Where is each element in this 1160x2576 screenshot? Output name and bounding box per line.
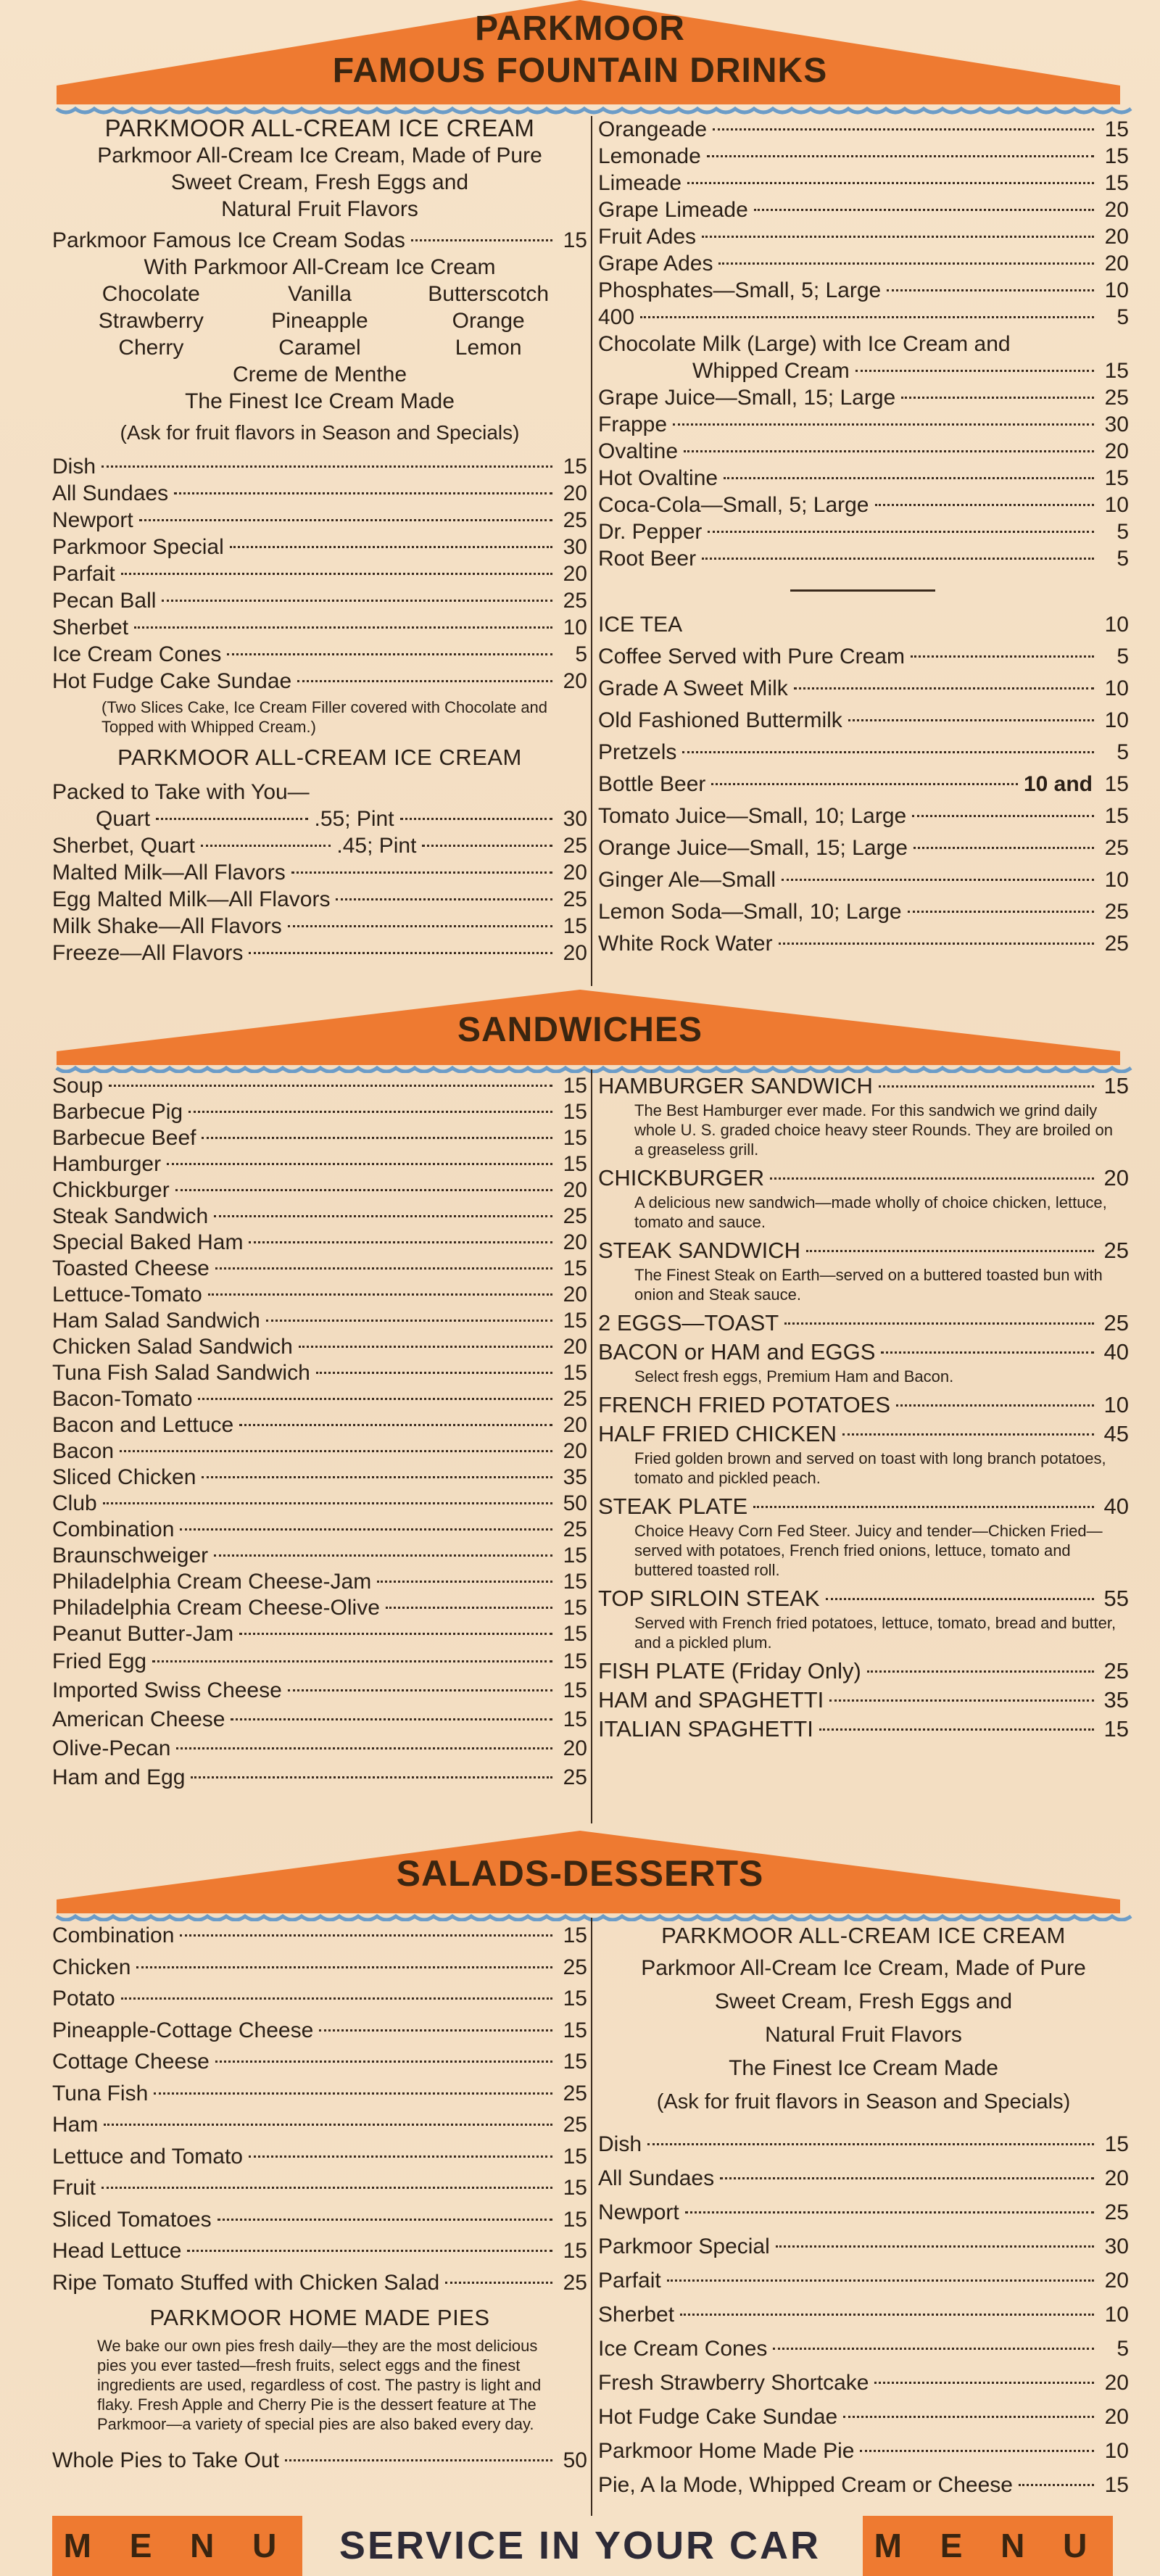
pies-text: We bake our own pies fresh daily—they are the most delicious pies you ever tasted—fresh fruits, select eggs and the finest ingredients are used, regardless of cost. The pastry is light and flaky. Fresh Apple and Cherry Pie is the dessert feature at The Parkmoor—a variety of special pies are also baked every day.	[97, 2337, 542, 2433]
menu-item	[52, 1491, 587, 1517]
menu-item	[52, 1099, 587, 1125]
item-name: Barbecue Beef	[52, 1126, 196, 1150]
menu-item: ICE TEA 10	[598, 613, 1129, 637]
item-price: 15	[563, 1707, 587, 1731]
item-price: 20	[1103, 1165, 1129, 1190]
item-price: 15	[563, 1544, 587, 1567]
item-price: 20	[1104, 2269, 1129, 2293]
item-name: Hot Fudge Cake Sundae	[598, 2405, 838, 2429]
flavor: Cherry	[118, 336, 184, 360]
item-price: 15	[563, 1152, 587, 1176]
intro-line: Sweet Cream, Fresh Eggs and	[170, 170, 469, 194]
item-description: The Finest Steak on Earth—served on a buttered toasted bun with onion and Steak sauce.	[634, 1266, 1103, 1304]
sandwich-list	[52, 1073, 587, 1792]
item-name: Fried Egg	[52, 1649, 147, 1673]
menu-item	[52, 2141, 587, 2173]
item-name: TOP SIRLOIN STEAK	[598, 1586, 820, 1611]
footer-bar	[0, 2516, 1160, 2576]
item-price: 25	[1103, 1310, 1129, 1335]
item-name: Chicken	[52, 1955, 131, 1979]
item-name: Potato	[52, 1987, 115, 2010]
menu-item	[52, 227, 587, 254]
banner-title: SANDWICHES	[457, 1011, 703, 1049]
item-name: Ham Salad Sandwich	[52, 1309, 260, 1333]
menu-item	[598, 2400, 1129, 2434]
menu-item	[598, 2161, 1129, 2195]
menu-item	[52, 1734, 587, 1763]
column-divider	[591, 1918, 592, 2516]
item-price: 45	[1103, 1421, 1129, 1446]
menu-item: Orangeade 15	[598, 117, 1129, 141]
menu-item	[52, 1952, 587, 1984]
menu-item: Freeze—All Flavors 20	[52, 941, 587, 965]
item-name: Ham and Egg	[52, 1765, 186, 1789]
menu-item	[52, 1125, 587, 1151]
item-name: Imported Swiss Cheese	[52, 1678, 282, 1702]
item-price: 20	[1104, 2405, 1129, 2429]
menu-item	[52, 1705, 587, 1734]
menu-item	[598, 2332, 1129, 2366]
item-name: BACON or HAM and EGGS	[598, 1339, 876, 1364]
item-name: Barbecue Pig	[52, 1100, 183, 1124]
item-price: 15	[563, 2239, 587, 2263]
item-name: Parkmoor Home Made Pie	[598, 2439, 855, 2463]
menu-item	[598, 1309, 1129, 1338]
menu-item: Coca-Cola—Small, 5; Large 10	[598, 493, 1129, 517]
menu-item	[598, 2298, 1129, 2332]
service-text: SERVICE IN YOUR CAR	[339, 2524, 821, 2567]
menu-item	[52, 1151, 587, 1177]
item-price: 15	[563, 2144, 587, 2169]
menu-item	[52, 1517, 587, 1543]
item-price: 30	[1104, 2235, 1129, 2258]
item-name: Parkmoor Famous Ice Cream Sodas	[52, 228, 405, 252]
item-name: Philadelphia Cream Cheese-Olive	[52, 1596, 380, 1620]
menu-item: Sherbet, Quart .45; Pint 25	[52, 834, 588, 858]
flavor: Chocolate	[102, 282, 200, 306]
menu-item: Ovaltine 20	[598, 439, 1129, 463]
item-price: 20	[563, 1439, 587, 1463]
item-price: 25	[563, 1204, 587, 1228]
item-name: Chicken Salad Sandwich	[52, 1335, 293, 1359]
menu-item	[598, 1338, 1129, 1367]
item-price: 25	[563, 1955, 587, 1979]
menu-item	[52, 1230, 587, 1256]
menu-item: Dish 15	[52, 455, 587, 479]
menu-item: Parfait 20	[52, 562, 587, 586]
menu-item	[52, 2015, 587, 2047]
item-name: Toasted Cheese	[52, 1256, 210, 1280]
item-name: Ripe Tomato Stuffed with Chicken Salad	[52, 2270, 440, 2295]
item-price: 15	[563, 1987, 587, 2010]
menu-item: Frappe 30	[598, 413, 1129, 436]
finest-line: The Finest Ice Cream Made	[185, 389, 455, 413]
menu-item: Hot Fudge Cake Sundae 20	[52, 669, 587, 693]
item-price: 35	[1103, 1687, 1129, 1712]
menu-item: Parkmoor Special 30	[52, 535, 587, 559]
item-name: Combination	[52, 1923, 175, 1947]
menu-item	[52, 1282, 587, 1308]
item-price: 25	[563, 1387, 587, 1411]
menu-item	[598, 1715, 1129, 1744]
item-price: 20	[1104, 2166, 1129, 2190]
item-name: Combination	[52, 1517, 175, 1541]
with-line: With Parkmoor All-Cream Ice Cream	[144, 255, 496, 279]
item-name: CHICKBURGER	[598, 1165, 765, 1190]
item-price: 15	[563, 2050, 587, 2074]
item-name: Peanut Butter-Jam	[52, 1622, 234, 1646]
menu-item	[52, 1073, 587, 1099]
item-description: The Best Hamburger ever made. For this sandwich we grind daily whole U. S. graded choice heavy steer Rounds. They are broiled on a greaseless grill.	[634, 1101, 1113, 1159]
item-price: 15	[563, 1126, 587, 1150]
item-name: Sliced Tomatoes	[52, 2207, 212, 2232]
item-price: 25	[563, 1765, 587, 1789]
menu-item	[598, 1072, 1129, 1101]
packed-line: Packed to Take with You—	[52, 780, 310, 804]
flavor: Vanilla	[288, 282, 352, 306]
ice-cream-heading-2: PARKMOOR ALL-CREAM ICE CREAM	[117, 745, 522, 770]
item-price: 15	[563, 228, 587, 252]
item-price: 35	[563, 1465, 587, 1489]
menu-item	[52, 1308, 587, 1334]
drinks-column	[598, 116, 1129, 960]
item-name: Hamburger	[52, 1152, 162, 1176]
menu-item	[52, 1983, 587, 2015]
menu-item	[52, 1386, 587, 1412]
item-name: All Sundaes	[598, 2166, 715, 2190]
menu-item: 400 5	[598, 305, 1129, 329]
item-description: Served with French fried potatoes, lettuce, tomato, bread and butter, and a pickled plum.	[634, 1614, 1116, 1652]
menu-item: Grape Ades 20	[598, 252, 1129, 276]
item-price: 15	[563, 1309, 587, 1333]
item-price: 15	[563, 2207, 587, 2232]
flavor: Butterscotch	[428, 282, 550, 306]
item-name: Chickburger	[52, 1178, 170, 1202]
menu-item	[52, 1256, 587, 1282]
ice-cream-desserts-column	[598, 1920, 1129, 2502]
menu-item: Fruit Ades 20	[598, 225, 1129, 249]
menu-item	[52, 1465, 587, 1491]
menu-item: Whipped Cream 15	[692, 359, 1129, 383]
menu-item: Coffee Served with Pure Cream 5	[598, 645, 1129, 668]
item-price: 15	[563, 2018, 587, 2042]
item-price: 20	[563, 1178, 587, 1202]
item-name: Tuna Fish	[52, 2081, 149, 2105]
ice-cream-heading: PARKMOOR ALL-CREAM ICE CREAM	[104, 115, 535, 141]
creme-line: Creme de Menthe	[232, 363, 407, 386]
item-name: 2 EGGS—TOAST	[598, 1310, 779, 1335]
menu-item	[598, 1236, 1129, 1265]
menu-item	[598, 2229, 1129, 2264]
menu-label-left: M E N U	[52, 2516, 302, 2576]
menu-item	[598, 1492, 1129, 1521]
fountain-drinks-banner	[0, 0, 1160, 116]
menu-item: Dr. Pepper 5	[598, 520, 1129, 544]
item-name: ITALIAN SPAGHETTI	[598, 1716, 813, 1742]
ask-line: (Ask for fruit flavors in Season and Specials)	[120, 421, 520, 444]
item-price: 25	[563, 1517, 587, 1541]
menu-item: Lemon Soda—Small, 10; Large 25	[598, 900, 1129, 924]
menu-item	[598, 2468, 1129, 2502]
menu-item: Ice Cream Cones 5	[52, 642, 587, 666]
item-price: 25	[563, 2270, 587, 2295]
menu-item	[52, 2046, 587, 2078]
intro-line: Sweet Cream, Fresh Eggs and	[714, 1989, 1013, 2013]
item-price: 5	[1116, 2337, 1129, 2361]
item-name: Bacon	[52, 1439, 115, 1463]
item-name: Ice Cream Cones	[598, 2337, 768, 2361]
menu-item	[52, 1360, 587, 1386]
menu-item	[52, 1334, 587, 1360]
item-name: FISH PLATE (Friday Only)	[598, 1658, 861, 1683]
item-price: 15	[563, 1678, 587, 1702]
item-price: 15	[563, 1361, 587, 1385]
banner-title-line1: PARKMOOR	[475, 9, 685, 48]
item-price: 15	[563, 2176, 587, 2200]
flavor: Caramel	[278, 336, 361, 360]
menu-item: Sherbet 10	[52, 616, 587, 639]
menu-item: Newport 25	[52, 508, 587, 532]
menu-item: Root Beer 5	[598, 547, 1129, 571]
item-name: Bacon-Tomato	[52, 1387, 193, 1411]
item-description: Choice Heavy Corn Fed Steer. Juicy and tender—Chicken Fried—served with potatoes, French fried onions, lettuce, tomato and buttered toasted roll.	[634, 1522, 1103, 1579]
item-price: 15	[1104, 2132, 1129, 2156]
item-name: STEAK SANDWICH	[598, 1238, 801, 1263]
item-price: 10	[1104, 2303, 1129, 2327]
banner-title-line2: FAMOUS FOUNTAIN DRINKS	[332, 51, 828, 90]
item-price: 50	[563, 1491, 587, 1515]
item-name: HAMBURGER SANDWICH	[598, 1073, 873, 1098]
item-price: 10	[1103, 1392, 1129, 1417]
item-price: 20	[563, 1283, 587, 1306]
item-price: 20	[563, 1230, 587, 1254]
item-description: Select fresh eggs, Premium Ham and Bacon.	[634, 1367, 954, 1386]
item-name: Pie, A la Mode, Whipped Cream or Cheese	[598, 2473, 1013, 2497]
item-name: Sherbet	[598, 2303, 675, 2327]
item-price: 15	[563, 1649, 587, 1673]
item-name: Lettuce and Tomato	[52, 2144, 243, 2169]
item-price: 10	[1104, 2439, 1129, 2463]
menu-item	[52, 1177, 587, 1204]
item-price: 25	[563, 2113, 587, 2137]
item-price: 25	[1104, 2200, 1129, 2224]
specialties-list	[598, 1072, 1129, 1744]
menu-item	[598, 2366, 1129, 2400]
item-name: Fresh Strawberry Shortcake	[598, 2371, 869, 2395]
menu-item	[52, 2078, 587, 2110]
intro-line: Parkmoor All-Cream Ice Cream, Made of Pure	[641, 1956, 1086, 1980]
menu-item	[52, 1569, 587, 1595]
menu-item	[598, 1584, 1129, 1613]
menu-item	[52, 1412, 587, 1438]
ask-line: (Ask for fruit flavors in Season and Specials)	[656, 2090, 1071, 2113]
item-name: Parkmoor Special	[598, 2235, 770, 2258]
menu-item: Grape Juice—Small, 15; Large 25	[598, 386, 1129, 410]
menu-item	[52, 1647, 587, 1676]
intro-line: The Finest Ice Cream Made	[729, 2056, 998, 2080]
item-name: Cottage Cheese	[52, 2050, 210, 2074]
item-name: Steak Sandwich	[52, 1204, 209, 1228]
flavor: Strawberry	[98, 309, 204, 333]
item-price: 15	[1103, 1073, 1129, 1098]
item-name: HAM and SPAGHETTI	[598, 1687, 824, 1712]
item-price: 15	[1104, 2473, 1129, 2497]
item-price: 15	[563, 1570, 587, 1594]
menu-item	[52, 2267, 587, 2299]
item-price: 15	[563, 1256, 587, 1280]
pies-heading: PARKMOOR HOME MADE PIES	[149, 2305, 490, 2330]
item-price: 20	[563, 1736, 587, 1760]
item-name: American Cheese	[52, 1707, 225, 1731]
item-name: FRENCH FRIED POTATOES	[598, 1392, 891, 1417]
menu-item	[52, 2109, 587, 2141]
item-name: Olive-Pecan	[52, 1736, 171, 1760]
banner-title: SALADS-DESSERTS	[396, 1853, 764, 1894]
menu-item: Bottle Beer 10 and 15	[598, 772, 1129, 796]
menu-item	[598, 1686, 1129, 1715]
menu-item: Ginger Ale—Small 10	[598, 868, 1129, 892]
item-price: 15	[563, 1622, 587, 1646]
sandwiches-banner	[0, 982, 1160, 1073]
menu-item	[52, 1920, 587, 1952]
item-price: 25	[1103, 1658, 1129, 1683]
separator-rule	[790, 589, 935, 592]
menu-item	[52, 2235, 587, 2267]
column-divider	[591, 1069, 592, 1823]
menu-item	[52, 1763, 587, 1792]
item-name: Parfait	[598, 2269, 661, 2293]
item-name: Club	[52, 1491, 97, 1515]
item-price: 15	[563, 1100, 587, 1124]
item-price: 15	[1103, 1716, 1129, 1742]
flavor: Lemon	[455, 336, 522, 360]
menu-item	[52, 2172, 587, 2204]
item-description: A delicious new sandwich—made wholly of choice chicken, lettuce, tomato and sauce.	[634, 1193, 1107, 1231]
menu-item	[52, 1621, 587, 1647]
menu-item	[598, 1420, 1129, 1449]
flavor-grid	[52, 281, 587, 361]
menu-item: Grade A Sweet Milk 10	[598, 676, 1129, 700]
menu-item	[598, 2434, 1129, 2468]
chocolate-milk-line: Chocolate Milk (Large) with Ice Cream and	[598, 332, 1011, 356]
menu-item	[598, 1657, 1129, 1686]
item-name: Bacon and Lettuce	[52, 1413, 234, 1437]
column-divider	[591, 116, 592, 986]
salads-desserts-banner	[0, 1823, 1160, 1921]
menu-item	[598, 2264, 1129, 2298]
item-price: 20	[563, 1335, 587, 1359]
item-price: 15	[563, 1596, 587, 1620]
menu-item: Milk Shake—All Flavors 15	[52, 914, 587, 938]
intro-line: Natural Fruit Flavors	[221, 197, 418, 221]
menu-item: Quart .55; Pint 30	[96, 807, 588, 831]
menu-item	[598, 1391, 1129, 1420]
item-name: Special Baked Ham	[52, 1230, 244, 1254]
menu-item: Grape Limeade 20	[598, 198, 1129, 222]
menu-item	[52, 1438, 587, 1465]
menu-item	[52, 2204, 587, 2236]
menu-item	[52, 1595, 587, 1621]
menu-item	[598, 2127, 1129, 2161]
item-name: Soup	[52, 1074, 104, 1098]
item-price: 20	[563, 1413, 587, 1437]
menu-item: Pecan Ball 25	[52, 589, 587, 613]
item-name: Sliced Chicken	[52, 1465, 196, 1489]
menu-label-right: M E N U	[863, 2516, 1113, 2576]
item-price: 25	[1103, 1238, 1129, 1263]
item-name: HALF FRIED CHICKEN	[598, 1421, 837, 1446]
item-name: Pineapple-Cottage Cheese	[52, 2018, 314, 2042]
menu-item: Tomato Juice—Small, 10; Large 15	[598, 804, 1129, 828]
menu-item	[598, 2195, 1129, 2229]
menu-item: Pretzels 5	[598, 740, 1129, 764]
item-price: 40	[1103, 1494, 1129, 1519]
menu-item: Lemonade 15	[598, 144, 1129, 168]
menu-item	[52, 1543, 587, 1569]
item-name: Tuna Fish Salad Sandwich	[52, 1361, 310, 1385]
menu-item: All Sundaes 20	[52, 481, 587, 505]
item-name: Ham	[52, 2113, 99, 2137]
menu-item	[598, 1164, 1129, 1193]
menu-item: Phosphates—Small, 5; Large 10	[598, 278, 1129, 302]
item-name: STEAK PLATE	[598, 1494, 748, 1519]
menu-item	[52, 1676, 587, 1705]
item-name: Lettuce-Tomato	[52, 1283, 202, 1306]
item-price: 20	[1104, 2371, 1129, 2395]
menu-item: Whole Pies to Take Out 50	[52, 2448, 587, 2472]
ice-cream-column	[52, 115, 587, 966]
menu-item: White Rock Water 25	[598, 932, 1129, 956]
intro-line: Natural Fruit Flavors	[765, 2023, 962, 2047]
item-name: Braunschweiger	[52, 1544, 209, 1567]
item-name: Philadelphia Cream Cheese-Jam	[52, 1570, 372, 1594]
menu-item: Old Fashioned Buttermilk 10	[598, 708, 1129, 732]
item-description: Fried golden brown and served on toast with long branch potatoes, tomato and pickled peach.	[634, 1449, 1106, 1487]
ice-cream-heading: PARKMOOR ALL-CREAM ICE CREAM	[661, 1923, 1066, 1948]
menu-item: Orange Juice—Small, 15; Large 25	[598, 836, 1129, 860]
menu-item	[52, 1204, 587, 1230]
menu-item: Malted Milk—All Flavors 20	[52, 861, 587, 885]
menu-item: Egg Malted Milk—All Flavors 25	[52, 887, 587, 911]
menu-item: Hot Ovaltine 15	[598, 466, 1129, 490]
item-price: 40	[1103, 1339, 1129, 1364]
item-name: Newport	[598, 2200, 679, 2224]
item-price: 55	[1103, 1586, 1129, 1611]
salads-column	[52, 1920, 587, 2474]
item-price: 15	[563, 1074, 587, 1098]
item-name: Fruit	[52, 2176, 96, 2200]
item-price: 15	[563, 1923, 587, 1947]
item-name: Dish	[598, 2132, 642, 2156]
item-price: 25	[563, 2081, 587, 2105]
intro-line: Parkmoor All-Cream Ice Cream, Made of Pure	[97, 144, 542, 167]
item-name: Head Lettuce	[52, 2239, 182, 2263]
menu-item: Limeade 15	[598, 171, 1129, 195]
flavor: Orange	[452, 309, 525, 333]
fudge-note: (Two Slices Cake, Ice Cream Filler covered with Chocolate and Topped with Whipped Cream.)	[102, 698, 548, 736]
flavor: Pineapple	[271, 309, 368, 333]
